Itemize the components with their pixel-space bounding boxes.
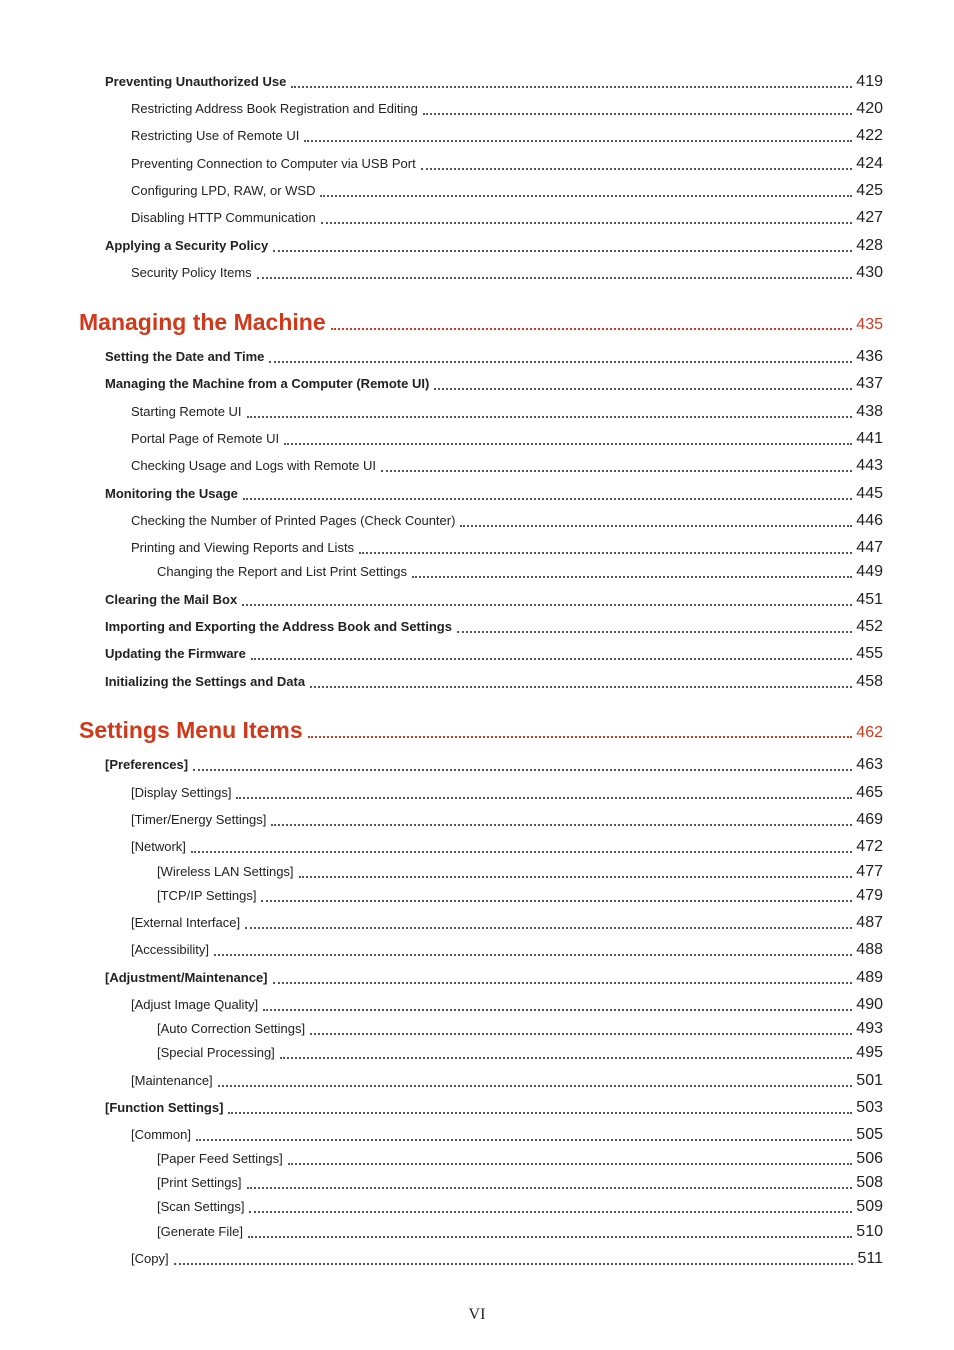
dot-leader bbox=[280, 1057, 853, 1059]
dot-leader bbox=[271, 824, 852, 826]
toc-entry[interactable] bbox=[131, 1067, 883, 1091]
dot-leader bbox=[460, 525, 852, 527]
toc-entry[interactable] bbox=[131, 534, 883, 558]
chapter-heading[interactable] bbox=[79, 710, 883, 744]
toc-entry[interactable] bbox=[131, 1121, 883, 1145]
toc-entry[interactable] bbox=[157, 882, 883, 906]
entry-title: [Special Processing] bbox=[157, 1045, 275, 1060]
entry-page-number: 511 bbox=[857, 1250, 883, 1267]
entry-title: Checking Usage and Logs with Remote UI bbox=[131, 458, 376, 473]
toc-entry[interactable] bbox=[105, 343, 883, 367]
entry-title: [Generate File] bbox=[157, 1224, 243, 1239]
entry-page-number: 501 bbox=[856, 1072, 883, 1089]
entry-title: [Print Settings] bbox=[157, 1175, 242, 1190]
toc-entry[interactable] bbox=[131, 425, 883, 449]
entry-title: Initializing the Settings and Data bbox=[105, 674, 306, 689]
entry-page-number: 489 bbox=[856, 969, 883, 986]
entry-title: Importing and Exporting the Address Book and Settings bbox=[105, 619, 452, 634]
entry-title: [Paper Feed Settings] bbox=[157, 1151, 283, 1166]
dot-leader bbox=[214, 954, 852, 956]
entry-title: Configuring LPD, RAW, or WSD bbox=[131, 183, 316, 198]
dot-leader bbox=[288, 1163, 853, 1165]
entry-title: [Copy] bbox=[131, 1251, 169, 1266]
toc-entry[interactable] bbox=[157, 1015, 883, 1039]
toc-entry[interactable] bbox=[131, 1245, 883, 1269]
toc-entry[interactable] bbox=[131, 204, 883, 228]
toc-entry[interactable] bbox=[131, 909, 883, 933]
dot-leader bbox=[247, 416, 853, 418]
dot-leader bbox=[273, 250, 852, 252]
toc-entry[interactable] bbox=[157, 1145, 883, 1169]
entry-page-number: 465 bbox=[856, 784, 883, 801]
entry-title: [Accessibility] bbox=[131, 942, 210, 957]
entry-title: Checking the Number of Printed Pages (Check Counter) bbox=[131, 513, 456, 528]
entry-page-number: 419 bbox=[856, 73, 883, 90]
entry-title: Applying a Security Policy bbox=[105, 238, 269, 253]
entry-page-number: 447 bbox=[856, 539, 883, 556]
dot-leader bbox=[320, 195, 852, 197]
dot-leader bbox=[310, 1033, 852, 1035]
entry-page-number: 446 bbox=[856, 512, 883, 529]
toc-entry[interactable] bbox=[157, 558, 883, 582]
entry-title: Changing the Report and List Print Settings bbox=[157, 564, 408, 579]
dot-leader bbox=[304, 140, 852, 142]
entry-page-number: 428 bbox=[856, 237, 883, 254]
dot-leader bbox=[457, 631, 852, 633]
toc-entry[interactable] bbox=[105, 232, 883, 256]
entry-page-number: 503 bbox=[856, 1099, 883, 1116]
entry-title: [Adjust Image Quality] bbox=[131, 997, 259, 1012]
entry-page-number: 422 bbox=[856, 127, 883, 144]
entry-page-number: 487 bbox=[856, 914, 883, 931]
dot-leader bbox=[284, 443, 852, 445]
dot-leader bbox=[218, 1085, 853, 1087]
entry-page-number: 451 bbox=[856, 591, 883, 608]
toc-entry[interactable] bbox=[157, 858, 883, 882]
entry-page-number: 479 bbox=[856, 887, 883, 904]
toc-entry[interactable] bbox=[157, 1039, 883, 1063]
entry-title: Preventing Connection to Computer via USB Port bbox=[131, 156, 416, 171]
entry-title: Starting Remote UI bbox=[131, 404, 242, 419]
entry-title: Preventing Unauthorized Use bbox=[105, 74, 287, 89]
entry-page-number: 427 bbox=[856, 209, 883, 226]
dot-leader bbox=[242, 604, 852, 606]
entry-page-number: 455 bbox=[856, 645, 883, 662]
toc-entry[interactable] bbox=[105, 1094, 883, 1118]
toc-entry[interactable] bbox=[131, 122, 883, 146]
entry-page-number: 488 bbox=[856, 941, 883, 958]
entry-page-number: 458 bbox=[856, 673, 883, 690]
entry-title: [Display Settings] bbox=[131, 785, 232, 800]
dot-leader bbox=[310, 686, 852, 688]
toc-entry[interactable] bbox=[157, 1169, 883, 1193]
toc-entry[interactable] bbox=[105, 370, 883, 394]
dot-leader bbox=[423, 113, 852, 115]
entry-title: [Common] bbox=[131, 1127, 191, 1142]
entry-title: [Adjustment/Maintenance] bbox=[105, 970, 268, 985]
toc-entry[interactable] bbox=[157, 1193, 883, 1217]
entry-title: [External Interface] bbox=[131, 915, 241, 930]
entry-title: [Auto Correction Settings] bbox=[157, 1021, 306, 1036]
dot-leader bbox=[245, 927, 852, 929]
dot-leader bbox=[174, 1263, 854, 1265]
entry-page-number: 472 bbox=[856, 838, 883, 855]
toc-entry[interactable] bbox=[131, 936, 883, 960]
toc-entry[interactable] bbox=[105, 586, 883, 610]
dot-leader bbox=[261, 900, 852, 902]
toc-entry[interactable] bbox=[131, 991, 883, 1015]
dot-leader bbox=[321, 222, 853, 224]
toc-entry[interactable] bbox=[131, 95, 883, 119]
toc-entry[interactable] bbox=[105, 751, 883, 775]
dot-leader bbox=[193, 769, 852, 771]
entry-title: [Wireless LAN Settings] bbox=[157, 864, 294, 879]
entry-page-number: 436 bbox=[856, 348, 883, 365]
entry-page-number: 438 bbox=[856, 403, 883, 420]
toc-entry[interactable] bbox=[131, 806, 883, 830]
dot-leader bbox=[247, 1187, 853, 1189]
dot-leader bbox=[299, 876, 853, 878]
entry-title: [Scan Settings] bbox=[157, 1199, 245, 1214]
entry-title: Portal Page of Remote UI bbox=[131, 431, 280, 446]
dot-leader bbox=[421, 168, 853, 170]
entry-page-number: 449 bbox=[856, 563, 883, 580]
dot-leader bbox=[273, 982, 853, 984]
entry-title: Setting the Date and Time bbox=[105, 349, 265, 364]
entry-title: Managing the Machine from a Computer (Remote UI) bbox=[105, 376, 430, 391]
dot-leader bbox=[257, 277, 853, 279]
entry-title: Disabling HTTP Communication bbox=[131, 210, 316, 225]
dot-leader bbox=[381, 470, 852, 472]
entry-page-number: 509 bbox=[856, 1198, 883, 1215]
dot-leader bbox=[191, 851, 852, 853]
dot-leader bbox=[291, 86, 852, 88]
entry-page-number: 469 bbox=[856, 811, 883, 828]
entry-page-number: 445 bbox=[856, 485, 883, 502]
entry-title: Updating the Firmware bbox=[105, 646, 246, 661]
toc-entry[interactable] bbox=[131, 452, 883, 476]
entry-title: Restricting Address Book Registration and Editing bbox=[131, 101, 418, 116]
entry-title: Managing the Machine bbox=[79, 309, 326, 335]
entry-page-number: 463 bbox=[856, 756, 883, 773]
entry-title: [Timer/Energy Settings] bbox=[131, 812, 267, 827]
toc-entry[interactable] bbox=[105, 613, 883, 637]
toc-entry[interactable] bbox=[105, 668, 883, 692]
dot-leader bbox=[434, 388, 852, 390]
dot-leader bbox=[412, 576, 852, 578]
entry-title: Settings Menu Items bbox=[79, 717, 303, 743]
toc-entry[interactable] bbox=[105, 68, 883, 92]
entry-title: [Maintenance] bbox=[131, 1073, 213, 1088]
entry-title: [Network] bbox=[131, 839, 186, 854]
dot-leader bbox=[251, 658, 852, 660]
chapter-heading[interactable] bbox=[79, 302, 883, 336]
toc-entry[interactable] bbox=[105, 640, 883, 664]
dot-leader bbox=[248, 1236, 852, 1238]
dot-leader bbox=[236, 797, 852, 799]
entry-title: Restricting Use of Remote UI bbox=[131, 128, 300, 143]
entry-page-number: 505 bbox=[856, 1126, 883, 1143]
toc-entry[interactable] bbox=[131, 150, 883, 174]
entry-page-number: 462 bbox=[856, 724, 883, 741]
entry-page-number: 437 bbox=[856, 375, 883, 392]
dot-leader bbox=[269, 361, 852, 363]
entry-page-number: 510 bbox=[856, 1223, 883, 1240]
entry-page-number: 452 bbox=[856, 618, 883, 635]
dot-leader bbox=[331, 328, 853, 330]
entry-title: Printing and Viewing Reports and Lists bbox=[131, 540, 355, 555]
entry-page-number: 435 bbox=[856, 316, 883, 333]
entry-page-number: 420 bbox=[856, 100, 883, 117]
entry-page-number: 477 bbox=[856, 863, 883, 880]
entry-page-number: 506 bbox=[856, 1150, 883, 1167]
dot-leader bbox=[359, 552, 852, 554]
entry-page-number: 490 bbox=[856, 996, 883, 1013]
entry-title: Clearing the Mail Box bbox=[105, 592, 238, 607]
toc-entry[interactable] bbox=[131, 507, 883, 531]
toc-entry[interactable] bbox=[105, 480, 883, 504]
entry-title: [Preferences] bbox=[105, 757, 189, 772]
toc-entry[interactable] bbox=[131, 398, 883, 422]
entry-page-number: 441 bbox=[856, 430, 883, 447]
dot-leader bbox=[308, 736, 853, 738]
entry-page-number: 495 bbox=[856, 1044, 883, 1061]
page-number: VI bbox=[468, 1306, 486, 1323]
dot-leader bbox=[243, 498, 852, 500]
toc-entry[interactable] bbox=[131, 177, 883, 201]
entry-title: Security Policy Items bbox=[131, 265, 252, 280]
dot-leader bbox=[196, 1139, 852, 1141]
toc-entry[interactable] bbox=[131, 779, 883, 803]
toc-entry[interactable] bbox=[131, 833, 883, 857]
entry-page-number: 443 bbox=[856, 457, 883, 474]
entry-page-number: 425 bbox=[856, 182, 883, 199]
entry-title: [TCP/IP Settings] bbox=[157, 888, 257, 903]
entry-title: Monitoring the Usage bbox=[105, 486, 238, 501]
entry-page-number: 508 bbox=[856, 1174, 883, 1191]
entry-page-number: 493 bbox=[856, 1020, 883, 1037]
entry-page-number: 430 bbox=[856, 264, 883, 281]
dot-leader bbox=[249, 1211, 852, 1213]
entry-page-number: 424 bbox=[856, 155, 883, 172]
dot-leader bbox=[228, 1112, 852, 1114]
dot-leader bbox=[263, 1009, 852, 1011]
entry-title: [Function Settings] bbox=[105, 1100, 224, 1115]
toc-entry[interactable] bbox=[157, 1218, 883, 1242]
toc-entry[interactable] bbox=[105, 964, 883, 988]
toc-entry[interactable] bbox=[131, 259, 883, 283]
